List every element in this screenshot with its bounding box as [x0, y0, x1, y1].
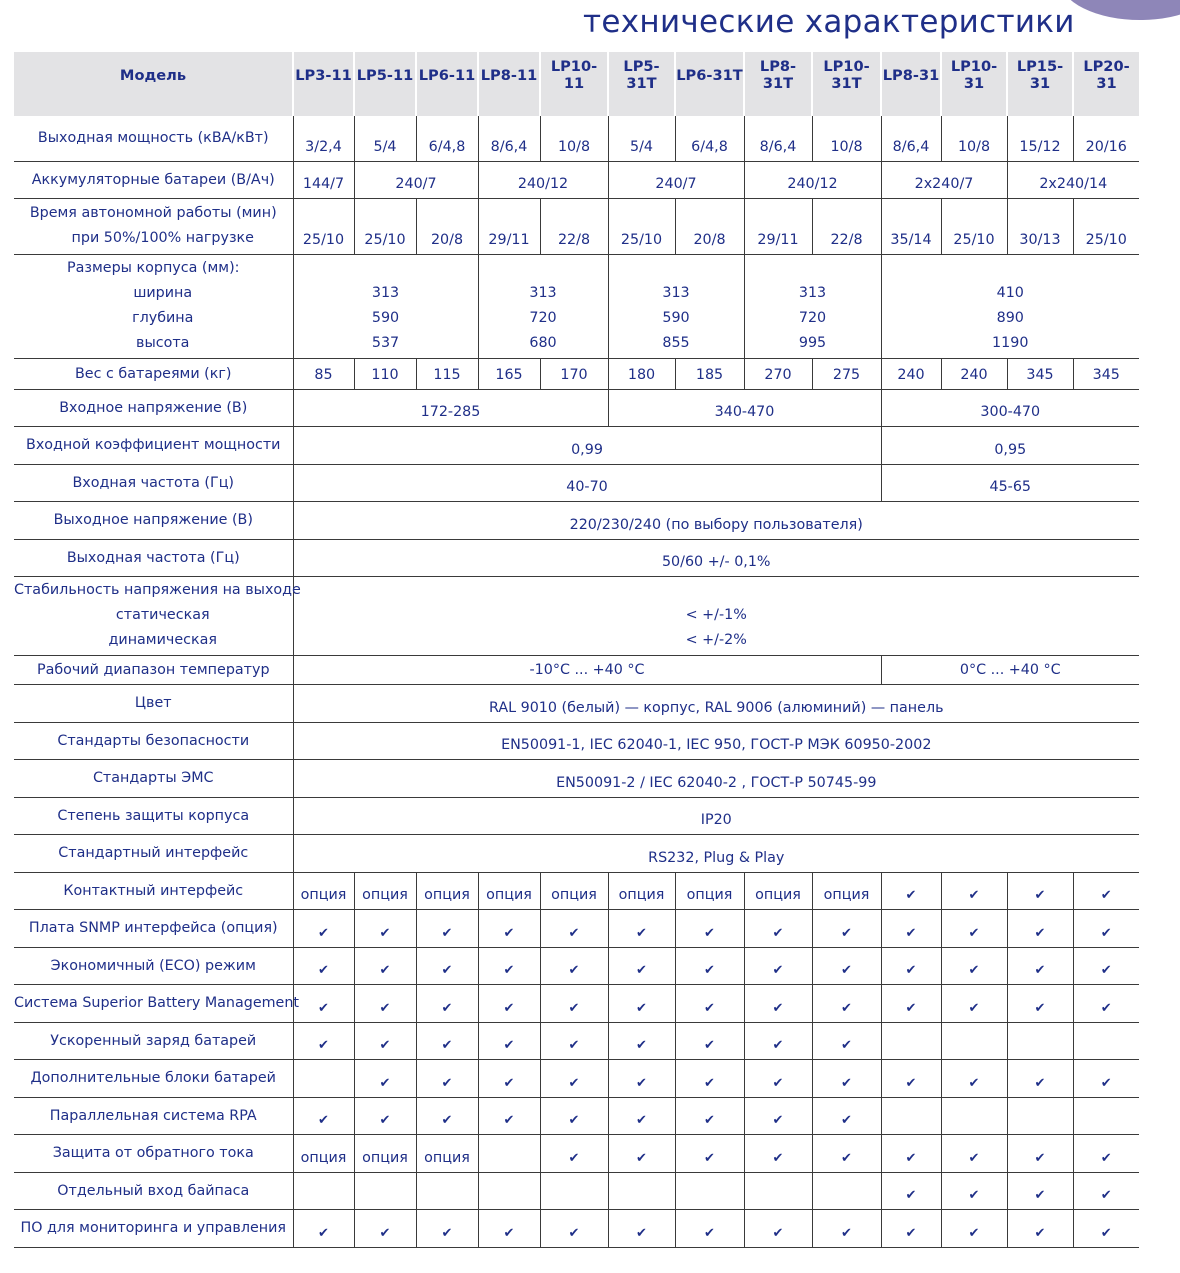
value-cell: 5/4 — [354, 116, 416, 161]
value-cell: IP20 — [293, 797, 1139, 834]
row-label — [14, 198, 293, 254]
dims-depth-value: 720 — [529, 309, 557, 326]
value-cell: ✔ — [675, 1022, 744, 1059]
dims-width-value: 313 — [798, 284, 827, 301]
row-label: Экономичный (ECO) режим — [14, 947, 293, 984]
value-cell: ✔ — [540, 909, 608, 947]
value-cell: ✔ — [744, 1209, 812, 1247]
model-header-cell: LP10-11 — [540, 52, 608, 116]
dims-width-value: 410 — [996, 284, 1024, 301]
value-cell: ✔ — [1007, 984, 1073, 1022]
row-interface — [14, 834, 1139, 872]
value-cell: 240/7 — [608, 161, 744, 198]
value-cell: 20/8 — [675, 198, 744, 254]
row-runtime — [14, 198, 1139, 254]
dims-height-value: 680 — [529, 334, 557, 351]
row-in_freq — [14, 464, 1139, 501]
model-header-cell: LP15-31 — [1007, 52, 1073, 116]
value-cell: ✔ — [478, 1022, 540, 1059]
value-cell: 8/6,4 — [881, 116, 941, 161]
value-cell: 25/10 — [354, 198, 416, 254]
value-cell: 20/16 — [1073, 116, 1139, 161]
stability-label: Стабильность напряжения на выходе — [14, 581, 301, 598]
value-cell: ✔ — [744, 984, 812, 1022]
stability-static-label: статическая — [115, 606, 210, 623]
value-cell: 3/2,4 — [293, 116, 354, 161]
row-fast_charge — [14, 1022, 1139, 1059]
value-cell: ✔ — [881, 1134, 941, 1172]
value-cell: ✔ — [881, 1172, 941, 1209]
value-cell: ✔ — [1073, 909, 1139, 947]
row-software — [14, 1209, 1139, 1247]
row-label: Рабочий диапазон температур — [14, 655, 293, 684]
value-cell: 5/4 — [608, 116, 675, 161]
row-ip — [14, 797, 1139, 834]
value-cell: ✔ — [675, 947, 744, 984]
value-cell: 0,95 — [881, 426, 1139, 464]
value-cell: ✔ — [293, 947, 354, 984]
row-label: Входная частота (Гц) — [14, 464, 293, 501]
value-cell: ✔ — [675, 909, 744, 947]
value-cell: ✔ — [608, 947, 675, 984]
value-cell: ✔ — [1007, 1209, 1073, 1247]
value-cell: ✔ — [540, 1134, 608, 1172]
row-label: Цвет — [14, 684, 293, 722]
row-label: Вес с батареями (кг) — [14, 358, 293, 389]
value-cell: опция — [354, 1134, 416, 1172]
model-header-cell: LP6-31T — [675, 52, 744, 116]
value-cell: ✔ — [941, 909, 1007, 947]
value-cell: 6/4,8 — [416, 116, 478, 161]
row-label: Выходная мощность (кВА/кВт) — [14, 116, 293, 161]
value-cell: ✔ — [416, 1209, 478, 1247]
row-rpa — [14, 1097, 1139, 1134]
value-cell: ✔ — [354, 909, 416, 947]
value-cell — [941, 1022, 1007, 1059]
value-cell — [293, 1172, 354, 1209]
value-cell: ✔ — [1073, 1209, 1139, 1247]
value-cell: 29/11 — [478, 198, 540, 254]
corner-decoration — [1060, 0, 1180, 20]
value-cell: RAL 9010 (белый) — корпус, RAL 9006 (алюминий) — панель — [293, 684, 1139, 722]
value-cell: ✔ — [1007, 1134, 1073, 1172]
row-label: Стандартный интерфейс — [14, 834, 293, 872]
row-extra_batt — [14, 1059, 1139, 1097]
value-cell: опция — [478, 872, 540, 909]
spec-table — [14, 52, 1139, 1248]
row-stability — [14, 576, 1139, 655]
value-cell: 25/10 — [293, 198, 354, 254]
stability-dynamic-value: < +/-2% — [685, 631, 747, 648]
row-safety — [14, 722, 1139, 759]
row-bypass — [14, 1172, 1139, 1209]
row-snmp — [14, 909, 1139, 947]
value-cell: 22/8 — [812, 198, 881, 254]
row-dims — [14, 254, 1139, 358]
value-cell: 25/10 — [1073, 198, 1139, 254]
value-cell — [675, 1172, 744, 1209]
value-cell: ✔ — [744, 1134, 812, 1172]
row-color — [14, 684, 1139, 722]
value-cell: 85 — [293, 358, 354, 389]
value-cell: ✔ — [812, 947, 881, 984]
value-cell: ✔ — [744, 909, 812, 947]
value-cell — [881, 1022, 941, 1059]
value-cell: 22/8 — [540, 198, 608, 254]
row-weight — [14, 358, 1139, 389]
value-cell: ✔ — [540, 1022, 608, 1059]
value-cell: ✔ — [812, 1209, 881, 1247]
value-cell: 0°C ... +40 °C — [881, 655, 1139, 684]
value-cell: ✔ — [293, 1097, 354, 1134]
value-cell: ✔ — [744, 947, 812, 984]
value-cell: -10°C ... +40 °C — [293, 655, 881, 684]
value-cell: 25/10 — [941, 198, 1007, 254]
row-label: Параллельная система RPA — [14, 1097, 293, 1134]
value-cell: ✔ — [941, 1059, 1007, 1097]
model-header-cell: LP10-31T — [812, 52, 881, 116]
value-cell: 144/7 — [293, 161, 354, 198]
value-cell: опция — [293, 872, 354, 909]
runtime-label: Время автономной работы (мин) — [29, 205, 277, 221]
value-cell: ✔ — [416, 909, 478, 947]
row-out_freq — [14, 539, 1139, 576]
value-cell: 240/12 — [744, 161, 881, 198]
value-cell: ✔ — [478, 984, 540, 1022]
value-cell: ✔ — [608, 1134, 675, 1172]
value-cell — [812, 1172, 881, 1209]
value-cell: ✔ — [540, 1059, 608, 1097]
value-cell: ✔ — [1073, 1134, 1139, 1172]
value-cell: опция — [812, 872, 881, 909]
value-cell: опция — [293, 1134, 354, 1172]
value-cell — [1007, 1022, 1073, 1059]
value-cell: 10/8 — [941, 116, 1007, 161]
value-cell: ✔ — [1007, 1172, 1073, 1209]
dims-depth-value: 890 — [996, 309, 1024, 326]
row-output_power — [14, 116, 1139, 161]
value-cell: ✔ — [478, 1059, 540, 1097]
value-cell: опция — [675, 872, 744, 909]
value-cell: ✔ — [416, 1022, 478, 1059]
model-header-cell: LP20-31 — [1073, 52, 1139, 116]
row-label: Стандарты ЭМС — [14, 759, 293, 797]
value-cell: ✔ — [675, 984, 744, 1022]
row-battery — [14, 161, 1139, 198]
value-cell: ✔ — [608, 1209, 675, 1247]
value-cell — [744, 1172, 812, 1209]
value-cell: ✔ — [540, 1097, 608, 1134]
row-label: Выходная частота (Гц) — [14, 539, 293, 576]
row-label — [14, 576, 301, 655]
row-label: Входное напряжение (В) — [14, 389, 293, 426]
value-cell: ✔ — [1073, 1059, 1139, 1097]
row-label: Дополнительные блоки батарей — [14, 1059, 293, 1097]
value-cell — [608, 1172, 675, 1209]
value-cell: ✔ — [478, 947, 540, 984]
value-cell: ✔ — [675, 1209, 744, 1247]
value-cell — [293, 576, 1139, 655]
model-header-cell: LP5-31T — [608, 52, 675, 116]
dims-depth-value: 590 — [371, 309, 400, 326]
value-cell: ✔ — [881, 947, 941, 984]
value-cell — [1007, 1097, 1073, 1134]
value-cell — [744, 254, 881, 358]
runtime-sublabel: при 50%/100% нагрузке — [71, 230, 254, 246]
value-cell: ✔ — [354, 1022, 416, 1059]
value-cell: ✔ — [744, 1097, 812, 1134]
dims-depth-value: 720 — [798, 309, 827, 326]
value-cell — [416, 1172, 478, 1209]
row-label: Защита от обратного тока — [14, 1134, 293, 1172]
row-label: Система Superior Battery Management — [14, 984, 293, 1022]
value-cell: ✔ — [478, 1209, 540, 1247]
value-cell: 40-70 — [293, 464, 881, 501]
value-cell: 0,99 — [293, 426, 881, 464]
value-cell: ✔ — [608, 984, 675, 1022]
value-cell: ✔ — [1073, 872, 1139, 909]
model-header-cell: LP8-11 — [478, 52, 540, 116]
value-cell: 170 — [540, 358, 608, 389]
value-cell: 10/8 — [812, 116, 881, 161]
value-cell — [881, 254, 1139, 358]
row-eco — [14, 947, 1139, 984]
value-cell: ✔ — [881, 1209, 941, 1247]
value-cell: 110 — [354, 358, 416, 389]
value-cell: ✔ — [941, 947, 1007, 984]
value-cell: ✔ — [812, 984, 881, 1022]
value-cell: 15/12 — [1007, 116, 1073, 161]
value-cell: 345 — [1007, 358, 1073, 389]
value-cell: 345 — [1073, 358, 1139, 389]
value-cell: ✔ — [354, 1209, 416, 1247]
row-in_pf — [14, 426, 1139, 464]
row-label: Ускоренный заряд батарей — [14, 1022, 293, 1059]
value-cell: ✔ — [608, 909, 675, 947]
dims-height-value: 995 — [798, 334, 827, 351]
value-cell: ✔ — [812, 1059, 881, 1097]
dims-height-label: высота — [136, 334, 190, 351]
value-cell: 10/8 — [540, 116, 608, 161]
row-label: Степень защиты корпуса — [14, 797, 293, 834]
model-header-label: Модель — [14, 52, 293, 116]
value-cell: 115 — [416, 358, 478, 389]
row-label: Аккумуляторные батареи (В/Ач) — [14, 161, 293, 198]
model-header-cell: LP10-31 — [941, 52, 1007, 116]
row-label: Стандарты безопасности — [14, 722, 293, 759]
row-label: Плата SNMP интерфейса (опция) — [14, 909, 293, 947]
value-cell: 45-65 — [881, 464, 1139, 501]
value-cell: опция — [354, 872, 416, 909]
value-cell: 2x240/14 — [1007, 161, 1139, 198]
value-cell: ✔ — [293, 909, 354, 947]
value-cell: ✔ — [1007, 947, 1073, 984]
value-cell: ✔ — [812, 1097, 881, 1134]
row-label: ПО для мониторинга и управления — [14, 1209, 293, 1247]
value-cell: ✔ — [1007, 872, 1073, 909]
stability-static-value: < +/-1% — [685, 606, 747, 623]
dims-height-value: 1190 — [992, 334, 1029, 351]
value-cell: ✔ — [881, 909, 941, 947]
row-label: Отдельный вход байпаса — [14, 1172, 293, 1209]
value-cell: 240 — [941, 358, 1007, 389]
value-cell: ✔ — [941, 872, 1007, 909]
row-contact — [14, 872, 1139, 909]
dims-height-value: 537 — [371, 334, 400, 351]
value-cell: ✔ — [478, 909, 540, 947]
value-cell: ✔ — [540, 984, 608, 1022]
value-cell: ✔ — [941, 1172, 1007, 1209]
row-emc — [14, 759, 1139, 797]
value-cell: 240/7 — [354, 161, 478, 198]
value-cell: ✔ — [416, 1097, 478, 1134]
value-cell: 300-470 — [881, 389, 1139, 426]
value-cell: 275 — [812, 358, 881, 389]
value-cell: ✔ — [675, 1059, 744, 1097]
model-header-cell: LP8-31 — [881, 52, 941, 116]
value-cell: 25/10 — [608, 198, 675, 254]
model-header-cell: LP3-11 — [293, 52, 354, 116]
row-label: Выходное напряжение (В) — [14, 501, 293, 539]
row-in_voltage — [14, 389, 1139, 426]
value-cell: ✔ — [812, 909, 881, 947]
row-label: Контактный интерфейс — [14, 872, 293, 909]
row-temp — [14, 655, 1139, 684]
value-cell: 8/6,4 — [478, 116, 540, 161]
value-cell: EN50091-2 / IEC 62040-2 , ГОСТ-Р 50745-99 — [293, 759, 1139, 797]
value-cell: ✔ — [675, 1134, 744, 1172]
value-cell: ✔ — [293, 1209, 354, 1247]
value-cell: 35/14 — [881, 198, 941, 254]
value-cell: 50/60 +/- 0,1% — [293, 539, 1139, 576]
dims-width-value: 313 — [371, 284, 400, 301]
value-cell: ✔ — [293, 1022, 354, 1059]
value-cell: опция — [540, 872, 608, 909]
value-cell: ✔ — [1007, 1059, 1073, 1097]
value-cell: ✔ — [293, 984, 354, 1022]
value-cell: 30/13 — [1007, 198, 1073, 254]
value-cell — [293, 254, 478, 358]
value-cell: 185 — [675, 358, 744, 389]
value-cell: 270 — [744, 358, 812, 389]
value-cell: опция — [416, 872, 478, 909]
value-cell: 240 — [881, 358, 941, 389]
stability-dynamic-label: динамическая — [108, 631, 217, 648]
value-cell — [1073, 1022, 1139, 1059]
value-cell: 340-470 — [608, 389, 881, 426]
value-cell: ✔ — [941, 984, 1007, 1022]
value-cell: ✔ — [416, 1059, 478, 1097]
value-cell: ✔ — [540, 947, 608, 984]
dims-height-value: 855 — [662, 334, 690, 351]
value-cell: ✔ — [812, 1022, 881, 1059]
value-cell: 8/6,4 — [744, 116, 812, 161]
value-cell: ✔ — [608, 1022, 675, 1059]
value-cell: опция — [744, 872, 812, 909]
value-cell: ✔ — [881, 1059, 941, 1097]
dims-width-value: 313 — [662, 284, 690, 301]
value-cell: опция — [416, 1134, 478, 1172]
value-cell: ✔ — [1073, 984, 1139, 1022]
model-header-cell: LP5-11 — [354, 52, 416, 116]
value-cell: 180 — [608, 358, 675, 389]
value-cell: 2x240/7 — [881, 161, 1007, 198]
row-sbm — [14, 984, 1139, 1022]
value-cell: ✔ — [354, 947, 416, 984]
value-cell — [540, 1172, 608, 1209]
value-cell: ✔ — [354, 984, 416, 1022]
value-cell — [608, 254, 744, 358]
value-cell: ✔ — [608, 1059, 675, 1097]
value-cell: ✔ — [812, 1134, 881, 1172]
value-cell: ✔ — [675, 1097, 744, 1134]
value-cell — [1073, 1097, 1139, 1134]
model-header-cell: LP6-11 — [416, 52, 478, 116]
value-cell: ✔ — [608, 1097, 675, 1134]
value-cell — [478, 1172, 540, 1209]
value-cell: 29/11 — [744, 198, 812, 254]
value-cell: ✔ — [1073, 1172, 1139, 1209]
value-cell: ✔ — [354, 1097, 416, 1134]
value-cell: ✔ — [744, 1059, 812, 1097]
value-cell: 172-285 — [293, 389, 608, 426]
value-cell: EN50091-1, IEC 62040-1, IEC 950, ГОСТ-Р МЭК 60950-2002 — [293, 722, 1139, 759]
value-cell — [881, 1097, 941, 1134]
value-cell — [293, 1059, 354, 1097]
value-cell — [478, 1134, 540, 1172]
dims-depth-label: глубина — [132, 309, 194, 326]
value-cell: 220/230/240 (по выбору пользователя) — [293, 501, 1139, 539]
value-cell: ✔ — [1073, 947, 1139, 984]
row-out_voltage — [14, 501, 1139, 539]
row-backfeed — [14, 1134, 1139, 1172]
header-row — [14, 52, 1139, 116]
model-header-cell: LP8-31T — [744, 52, 812, 116]
value-cell: опция — [608, 872, 675, 909]
value-cell: ✔ — [881, 872, 941, 909]
value-cell: ✔ — [478, 1097, 540, 1134]
value-cell: ✔ — [1007, 909, 1073, 947]
value-cell: ✔ — [744, 1022, 812, 1059]
value-cell — [478, 254, 608, 358]
value-cell: ✔ — [354, 1059, 416, 1097]
page-title: технические характеристики — [583, 4, 1075, 40]
value-cell: 240/12 — [478, 161, 608, 198]
value-cell: ✔ — [881, 984, 941, 1022]
value-cell: ✔ — [941, 1134, 1007, 1172]
row-label — [14, 254, 293, 358]
value-cell: ✔ — [540, 1209, 608, 1247]
value-cell — [354, 1172, 416, 1209]
value-cell: ✔ — [941, 1209, 1007, 1247]
dims-depth-value: 590 — [662, 309, 690, 326]
value-cell: 20/8 — [416, 198, 478, 254]
value-cell: 6/4,8 — [675, 116, 744, 161]
value-cell: ✔ — [416, 947, 478, 984]
dims-width-value: 313 — [529, 284, 557, 301]
value-cell: RS232, Plug & Play — [293, 834, 1139, 872]
dims-width-label: ширина — [133, 284, 193, 301]
value-cell: 165 — [478, 358, 540, 389]
row-label: Входной коэффициент мощности — [14, 426, 293, 464]
dims-label: Размеры корпуса (мм): — [67, 259, 240, 276]
value-cell — [941, 1097, 1007, 1134]
value-cell: ✔ — [416, 984, 478, 1022]
